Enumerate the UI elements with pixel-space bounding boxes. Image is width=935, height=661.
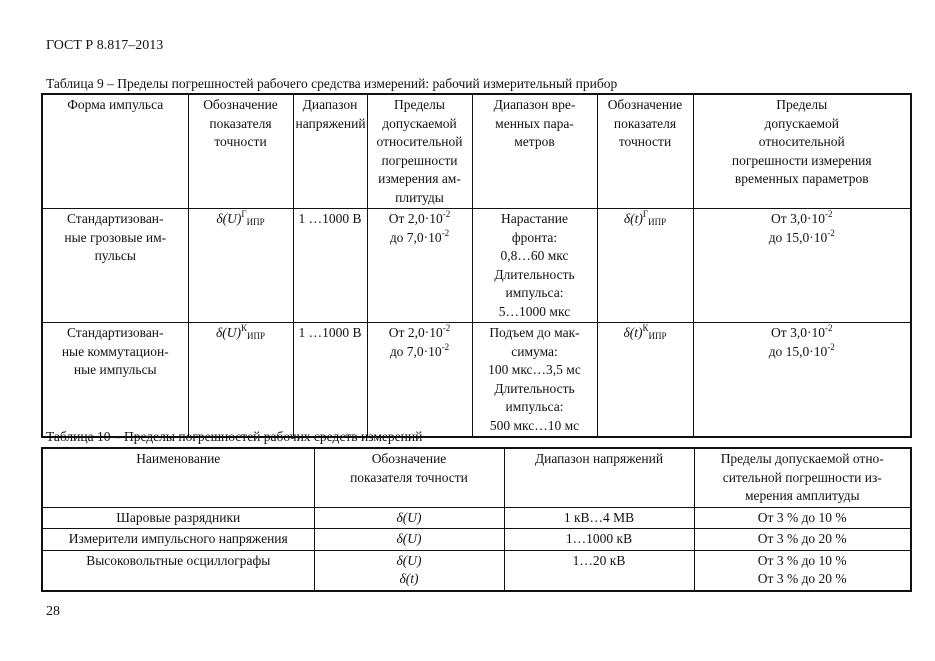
pulse-form-cell: Стандартизован- ные грозовые им- пульсы: [42, 209, 188, 323]
symbol-superscript: Г: [642, 209, 649, 219]
amp-to-exponent: -2: [441, 227, 450, 238]
amp-to-value: до 7,0·10: [389, 343, 442, 359]
amp-from-value: От 2,0·10: [388, 325, 443, 340]
table9-caption: Таблица 9 – Пределы погрешностей рабочего средства измерений: рабочий измерительный прибор: [46, 76, 618, 91]
accuracy-symbol-cell: [314, 507, 504, 529]
table-row: [42, 507, 911, 529]
table9-header-voltage-range: Диапазон напряжений: [293, 94, 367, 209]
symbol-subscript: ИПР: [648, 331, 667, 341]
accuracy-symbol-cell: [314, 529, 504, 551]
table9-header-form: Форма импульса: [42, 94, 188, 209]
amplitude-error-cell: [367, 209, 472, 323]
table10-header-name: Наименование: [42, 448, 314, 507]
time-from-exponent: -2: [824, 323, 833, 333]
table9-header-amplitude-error: Пределы допускаемой относительной погрешности измерения ам- плитуды: [367, 94, 472, 209]
symbol-superscript: Г: [241, 209, 247, 219]
instrument-name-cell: Измерители импульсного напряжения: [42, 529, 314, 551]
error-limit-cell: От 3 % до 10 % От 3 % до 20 %: [694, 550, 911, 591]
table10-header-voltage-range: Диапазон напряжений: [504, 448, 694, 507]
page-number: 28: [46, 604, 60, 619]
instrument-name-cell: Шаровые разрядники: [42, 507, 314, 529]
time-to-exponent: -2: [827, 227, 835, 238]
instrument-name-cell: Высоковольтные осциллографы: [42, 550, 314, 591]
error-limit-cell: От 3 % до 10 %: [694, 507, 911, 529]
time-symbol-cell: [597, 209, 693, 323]
table-row: [42, 209, 911, 323]
table10-header-row: [42, 448, 911, 507]
symbol-subscript: ИПР: [648, 217, 667, 227]
voltage-range-cell: 1…1000 кВ: [504, 529, 694, 551]
table-row: [42, 550, 911, 591]
time-error-cell: [693, 209, 911, 323]
time-range-cell: Подъем до мак- симума: 100 мкс…3,5 мс Длительность импульса: 500 мкс…10 мс: [472, 323, 597, 438]
table9-header-row: [42, 94, 911, 209]
table-row: [42, 529, 911, 551]
time-from-value: От 3,0·10: [771, 325, 825, 340]
amp-from-exponent: -2: [442, 323, 451, 333]
delta-symbols: δ(U) δ(t): [396, 552, 422, 586]
delta-u-symbol: δ(U): [396, 509, 422, 525]
time-range-cell: Нарастание фронта: 0,8…60 мкс Длительность импульса: 5…1000 мкс: [472, 209, 597, 323]
time-to-value: до 15,0·10: [768, 343, 828, 359]
table9: [41, 93, 912, 438]
delta-u-symbol: δ(U): [215, 325, 241, 340]
voltage-range-cell: 1 кВ…4 МВ: [504, 507, 694, 529]
symbol-superscript: К: [241, 323, 248, 333]
time-to-value: до 15,0·10: [768, 229, 828, 245]
time-from-exponent: -2: [824, 209, 833, 219]
symbol-subscript: ИПР: [246, 217, 265, 227]
pulse-form-cell: Стандартизован- ные коммутацион- ные импульсы: [42, 323, 188, 438]
table10-header-accuracy-symbol: Обозначение показателя точности: [314, 448, 504, 507]
table9-header-time-symbol: Обозначение показателя точности: [597, 94, 693, 209]
time-from-value: От 3,0·10: [771, 211, 825, 226]
error-limit-cell: От 3 % до 20 %: [694, 529, 911, 551]
voltage-range-cell: 1…20 кВ: [504, 550, 694, 591]
amp-to-value: до 7,0·10: [389, 229, 442, 245]
accuracy-symbol-cell: [188, 323, 293, 438]
time-error-cell: [693, 323, 911, 438]
table-row: [42, 323, 911, 438]
time-symbol-cell: [597, 323, 693, 438]
delta-t-symbol: δ(t): [623, 325, 643, 340]
amplitude-error-cell: [367, 323, 472, 438]
voltage-range-cell: 1 …1000 В: [293, 209, 367, 323]
delta-u-symbol: δ(U): [396, 531, 422, 546]
table10-header-error-limit: Пределы допускаемой отно- сительной погрешности из- мерения амплитуды: [694, 448, 911, 507]
table10-caption: Таблица 10 – Пределы погрешностей рабочих средств измерений: [46, 429, 423, 444]
table9-header-time-error: Пределы допускаемой относительной погрешности измерения временных параметров: [693, 94, 911, 209]
amp-from-exponent: -2: [442, 209, 451, 219]
table9-header-time-range: Диапазон вре- менных пара- метров: [472, 94, 597, 209]
accuracy-symbol-cell: [188, 209, 293, 323]
symbol-superscript: К: [642, 323, 649, 333]
delta-t-symbol: δ(t): [623, 211, 643, 226]
table10: [41, 447, 912, 592]
time-to-exponent: -2: [827, 341, 835, 352]
amp-from-value: От 2,0·10: [388, 211, 443, 226]
document-standard-number: ГОСТ Р 8.817–2013: [46, 38, 164, 53]
symbol-subscript: ИПР: [247, 331, 266, 341]
delta-u-symbol: δ(U): [216, 211, 242, 226]
accuracy-symbol-cell: [314, 550, 504, 591]
table9-header-accuracy-symbol: Обозначение показателя точности: [188, 94, 293, 209]
amp-to-exponent: -2: [441, 341, 450, 352]
voltage-range-cell: 1 …1000 В: [293, 323, 367, 438]
